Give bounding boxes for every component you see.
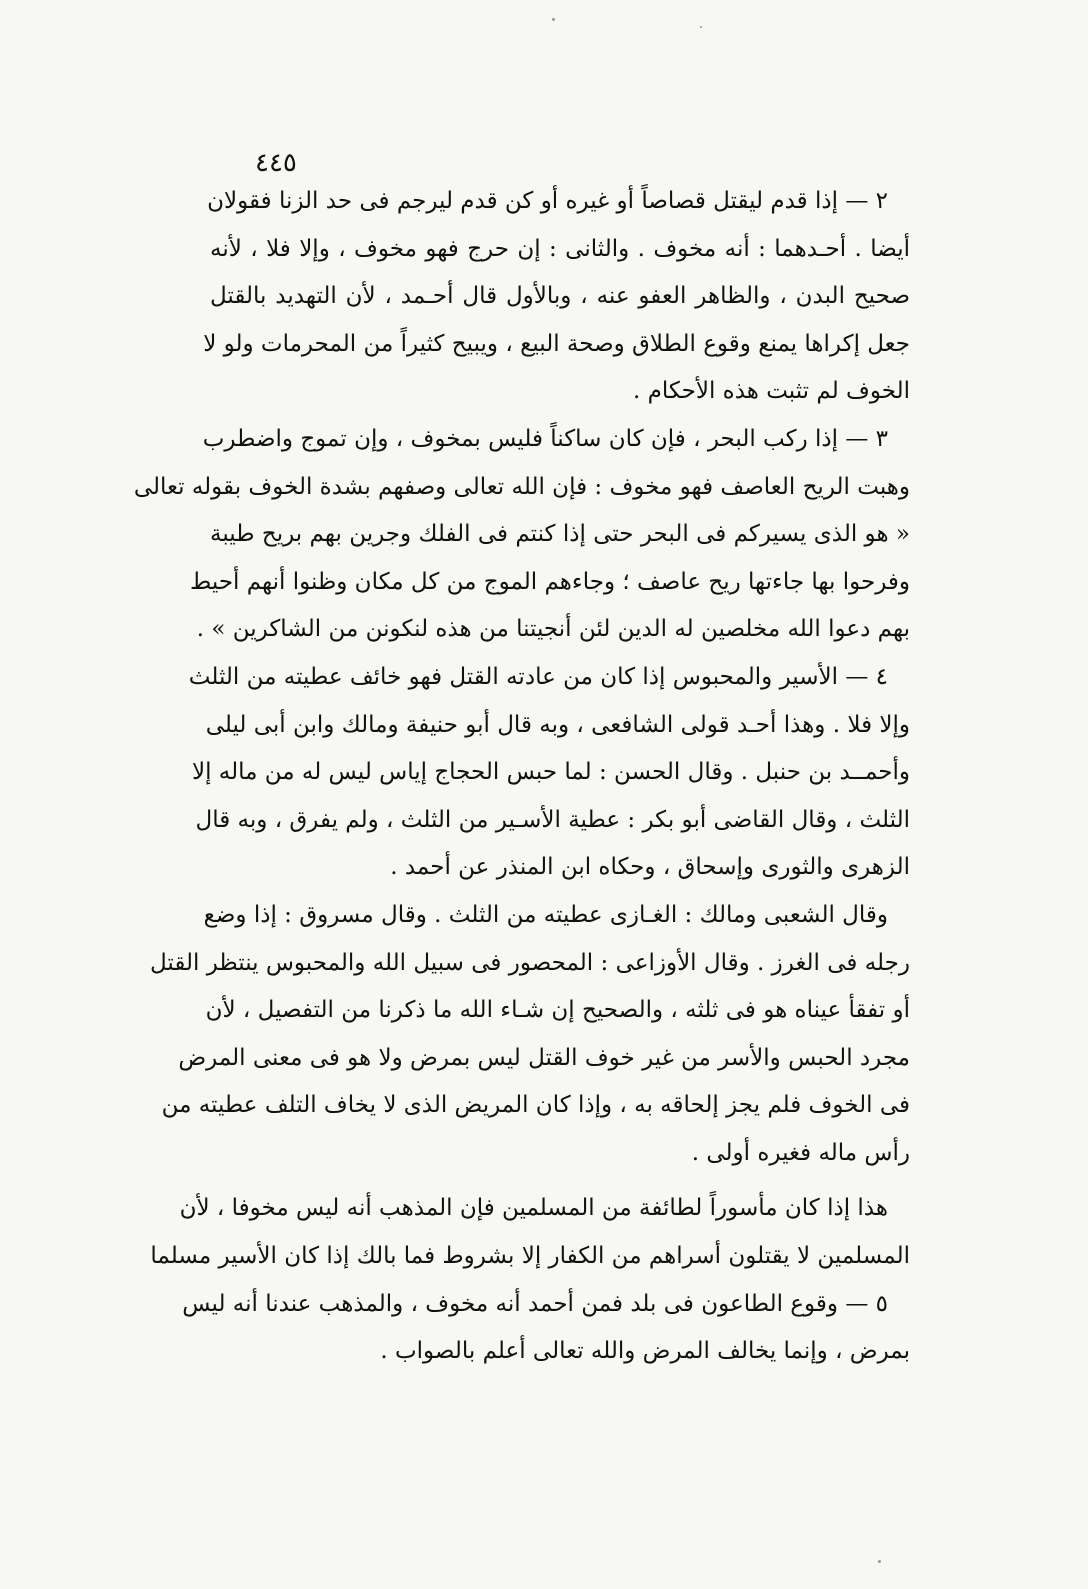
text-line: رأس ماله فغيره أولى .	[691, 1139, 910, 1166]
text-line: صحيح البدن ، والظاهر العفو عنه ، وبالأول قال أحـمد ، لأن التهديد بالقتل	[210, 283, 910, 310]
text-line: أو تفقأ عيناه هو فى ثلثه ، والصحيح إن شـاء الله ما ذكرنا من التفصيل ، لأن	[205, 997, 910, 1024]
scan-speck	[700, 26, 702, 28]
text-line: « هو الذى يسيركم فى البحر حتى إذا كنتم فى الفلك وجرين بهم بريح طيبة	[210, 521, 910, 548]
text-line: ٣ — إذا ركب البحر ، فإن كان ساكناً فليس بمخوف ، وإن تموج واضطرب	[202, 425, 888, 452]
text-line: مجرد الحبس والأسر من غير خوف القتل ليس بمرض ولا هو فى معنى المرض	[178, 1044, 910, 1071]
text-line: وهبت الريح العاصف فهو مخوف : فإن الله تعالى وصفهم بشدة الخوف بقوله تعالى	[133, 473, 910, 500]
text-line: بهم دعوا الله مخلصين له الدين لئن أنجيتنا من هذه لنكونن من الشاكرين » .	[196, 616, 910, 643]
paragraph-continuation	[150, 892, 910, 1178]
paragraph-item-5	[182, 1281, 910, 1376]
text-line: وإلا فلا . وهذا أحـد قولى الشافعى ، وبه قال أبو حنيفة ومالك وابن أبى ليلى	[205, 711, 910, 738]
text-line: فى الخوف فلم يجز إلحاقه به ، وإذا كان المريض الذى لا يخاف التلف عطيته من	[161, 1092, 910, 1119]
scan-speck	[878, 1560, 881, 1563]
text-line: الخوف لم تثبت هذه الأحكام .	[633, 378, 910, 405]
body-text	[133, 178, 910, 1376]
text-line: وفرحوا بها جاءتها ريح عاصف ؛ وجاءهم الموج من كل مكان وظنوا أنهم أحيط	[190, 568, 910, 595]
text-line: جعل إكراها يمنع وقوع الطلاق وصحة البيع ، ويبيح كثيراً من المحرمات ولو لا	[203, 330, 910, 357]
text-line: ٥ — وقوع الطاعون فى بلد فمن أحمد أنه مخوف ، والمذهب عندنا أنه ليس	[182, 1290, 888, 1317]
paragraph-captive-note	[150, 1185, 910, 1280]
text-line: ٢ — إذا قدم ليقتل قصاصاً أو غيره أو كن قدم ليرجم فى حد الزنا فقولان	[207, 188, 888, 214]
page-number: ٤٤٥	[255, 148, 297, 178]
paragraph-item-3	[133, 416, 910, 654]
text-line: رجله فى الغرز . وقال الأوزاعى : المحصور فى سبيل الله والمحبوس ينتظر القتل	[150, 949, 910, 976]
text-line: وأحمــد بن حنبل . وقال الحسن : لما حبس الحجاج إياس ليس له من ماله إلا	[191, 759, 910, 786]
text-line: الزهرى والثورى وإسحاق ، وحكاه ابن المنذر عن أحمد .	[390, 854, 910, 881]
scan-speck	[552, 18, 555, 21]
text-line: أيضا . أحـدهما : أنه مخوف . والثانى : إن حرج فهو مخوف ، وإلا فلا ، لأنه	[210, 235, 910, 262]
text-line: بمرض ، وإنما يخالف المرض والله تعالى أعلم بالصواب .	[380, 1338, 910, 1365]
text-line: الثلث ، وقال القاضى أبو بكر : عطية الأسـير من الثلث ، ولم يفرق ، وبه قال	[195, 806, 910, 833]
text-line: وقال الشعبى ومالك : الغـازى عطيته من الثلث . وقال مسروق : إذا وضع	[203, 901, 888, 928]
paragraph-item-2	[203, 178, 910, 416]
text-line: هذا إذا كان مأسوراً لطائفة من المسلمين فإن المذهب أنه ليس مخوفا ، لأن	[179, 1195, 888, 1222]
text-line: ٤ — الأسير والمحبوس إذا كان من عادته القتل فهو خائف عطيته من الثلث	[188, 663, 888, 690]
paragraph-item-4	[188, 654, 910, 892]
text-line: المسلمين لا يقتلون أسراهم من الكفار إلا بشروط فما بالك إذا كان الأسير مسلما	[150, 1243, 910, 1270]
